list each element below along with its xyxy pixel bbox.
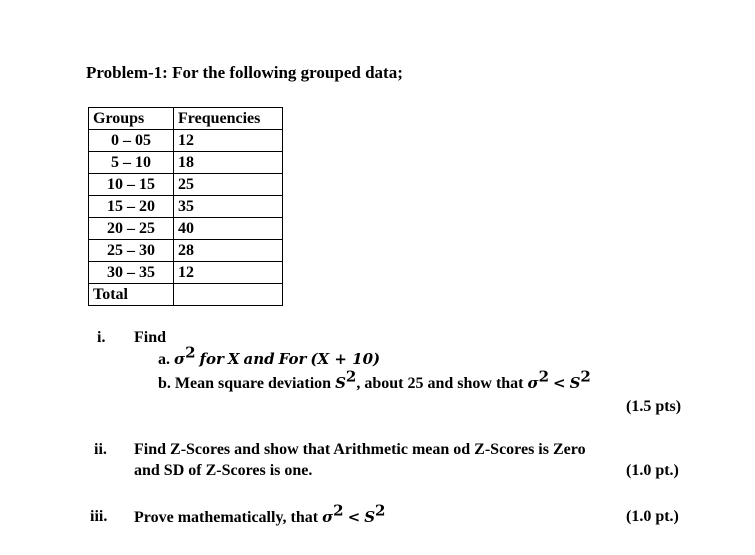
table-row bbox=[89, 152, 283, 174]
frequency-cell: 12 bbox=[174, 262, 283, 284]
s-symbol: S bbox=[335, 374, 346, 392]
q1b-line bbox=[158, 367, 591, 393]
s-symbol: S bbox=[364, 508, 376, 526]
groups-header: Groups bbox=[89, 108, 174, 130]
q3-points: (1.0 pt.) bbox=[626, 508, 679, 525]
q1-heading: Find bbox=[134, 329, 167, 346]
sigma-symbol: σ bbox=[527, 374, 539, 392]
superscript: 2 bbox=[185, 343, 196, 362]
s-symbol: S bbox=[569, 374, 581, 392]
table-row bbox=[89, 240, 283, 262]
superscript: 2 bbox=[333, 501, 344, 520]
frequency-cell: 35 bbox=[174, 196, 283, 218]
frequency-cell: 28 bbox=[174, 240, 283, 262]
table-header-row bbox=[89, 108, 283, 130]
total-value-cell bbox=[174, 284, 283, 306]
superscript: 2 bbox=[375, 501, 386, 520]
sigma-symbol: σ bbox=[174, 350, 186, 368]
q2-points: (1.0 pt.) bbox=[626, 462, 679, 479]
group-cell: 25 – 30 bbox=[89, 240, 174, 262]
less-than-symbol: < bbox=[347, 508, 361, 526]
group-cell: 0 – 05 bbox=[89, 130, 174, 152]
group-cell: 5 – 10 bbox=[89, 152, 174, 174]
q3-numeral: iii. bbox=[90, 508, 108, 525]
q1a-x: X bbox=[227, 350, 240, 368]
q1a-for2: For bbox=[278, 350, 307, 368]
q1a-and: and bbox=[243, 350, 275, 368]
q3-line bbox=[134, 501, 386, 527]
q1b-text2: , about 25 and show that bbox=[356, 375, 524, 392]
frequency-cell: 40 bbox=[174, 218, 283, 240]
q1b-label: b. bbox=[158, 375, 171, 392]
superscript: 2 bbox=[538, 367, 549, 386]
q3-text: Prove mathematically, that bbox=[134, 509, 319, 526]
frequency-cell: 12 bbox=[174, 130, 283, 152]
q2-line2: and SD of Z-Scores is one. bbox=[134, 462, 313, 479]
problem-title: Problem-1: For the following grouped data; bbox=[86, 63, 403, 82]
sigma-symbol: σ bbox=[322, 508, 334, 526]
frequency-cell: 25 bbox=[174, 174, 283, 196]
table-row bbox=[89, 262, 283, 284]
total-label: Total bbox=[89, 284, 174, 306]
table-row bbox=[89, 196, 283, 218]
q1-points: (1.5 pts) bbox=[626, 398, 682, 415]
q1a-expression: (X + 10) bbox=[310, 350, 381, 368]
frequency-cell: 18 bbox=[174, 152, 283, 174]
superscript: 2 bbox=[580, 367, 591, 386]
q1a-line bbox=[158, 343, 381, 369]
less-than-symbol: < bbox=[553, 374, 566, 392]
group-cell: 30 – 35 bbox=[89, 262, 174, 284]
total-row bbox=[89, 284, 283, 306]
q1-numeral: i. bbox=[97, 329, 106, 346]
q1a-for: for bbox=[199, 350, 224, 368]
superscript: 2 bbox=[345, 367, 357, 386]
table-row bbox=[89, 218, 283, 240]
group-cell: 20 – 25 bbox=[89, 218, 174, 240]
q1a-label: a. bbox=[158, 351, 170, 368]
q2-numeral: ii. bbox=[94, 441, 107, 458]
q2-line1: Find Z-Scores and show that Arithmetic mean od Z-Scores is Zero bbox=[134, 441, 586, 458]
q1b-text: Mean square deviation bbox=[174, 375, 332, 392]
frequency-table bbox=[88, 107, 283, 306]
group-cell: 10 – 15 bbox=[89, 174, 174, 196]
frequencies-header: Frequencies bbox=[174, 108, 283, 130]
table-row bbox=[89, 174, 283, 196]
table-row bbox=[89, 130, 283, 152]
group-cell: 15 – 20 bbox=[89, 196, 174, 218]
